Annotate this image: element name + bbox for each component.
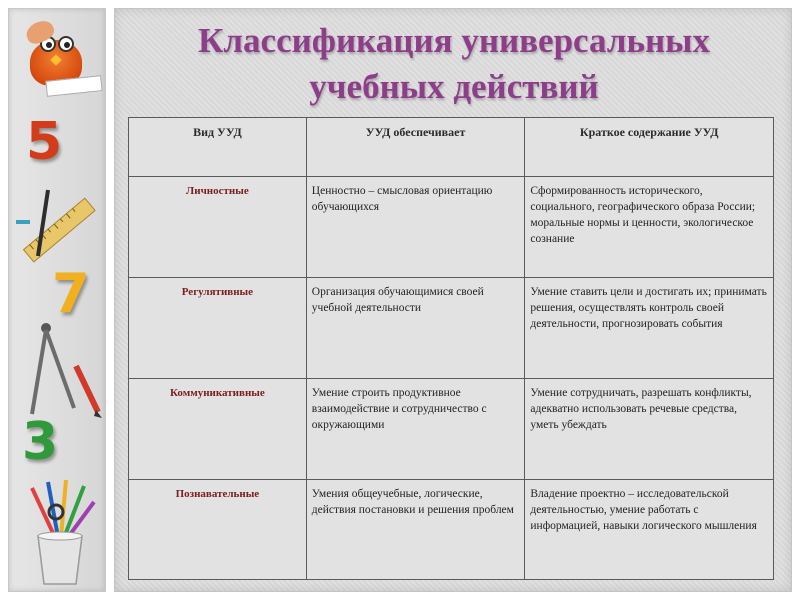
cell-kind: Регулятивные <box>129 278 307 379</box>
cell-content: Умение сотрудничать, разрешать конфликты, адекватно использовать речевые средства, уметь убеждать <box>525 379 774 480</box>
cell-kind: Познавательные <box>129 480 307 580</box>
slide-title <box>116 18 792 110</box>
slide-title-line-1: Классификация универсальных <box>198 21 710 60</box>
cell-provides: Умение строить продуктивное взаимодействие и сотрудничество с окружающими <box>306 379 525 480</box>
owl-illustration <box>0 0 110 110</box>
slide-title-line-2: учебных действий <box>309 67 599 106</box>
cell-content: Сформированность исторического, социального, географического образа России; моральные нормы и ценности, экологическое сознание <box>525 177 774 278</box>
table-row <box>129 278 774 379</box>
column-header-provides: УУД обеспечивает <box>306 118 525 177</box>
digit-5-illustration: 5 <box>26 112 63 172</box>
table-row <box>129 177 774 278</box>
column-header-kind: Вид УУД <box>129 118 307 177</box>
column-header-content: Краткое содержание УУД <box>525 118 774 177</box>
digit-3-illustration: 3 <box>22 412 59 472</box>
cell-provides: Умения общеучебные, логические, действия постановки и решения проблем <box>306 480 525 580</box>
table-header-row <box>129 118 774 177</box>
cell-provides: Организация обучающимися своей учебной деятельности <box>306 278 525 379</box>
digit-7-illustration: 7 <box>52 262 90 325</box>
cell-provides: Ценностно – смысловая ориентацию обучающихся <box>306 177 525 278</box>
table-row <box>129 480 774 580</box>
cell-kind: Личностные <box>129 177 307 278</box>
compass-illustration <box>18 318 104 426</box>
uud-classification-table <box>128 117 774 580</box>
pencil-cup-illustration <box>18 478 102 588</box>
cell-kind: Коммуникативные <box>129 379 307 480</box>
cell-content: Владение проектно – исследовательской деятельностью, умение работать с информацией, навыки логического мышления <box>525 480 774 580</box>
cell-content: Умение ставить цели и достигать их; принимать решения, осуществлять контроль своей деятельности, прогнозировать события <box>525 278 774 379</box>
table-row <box>129 379 774 480</box>
